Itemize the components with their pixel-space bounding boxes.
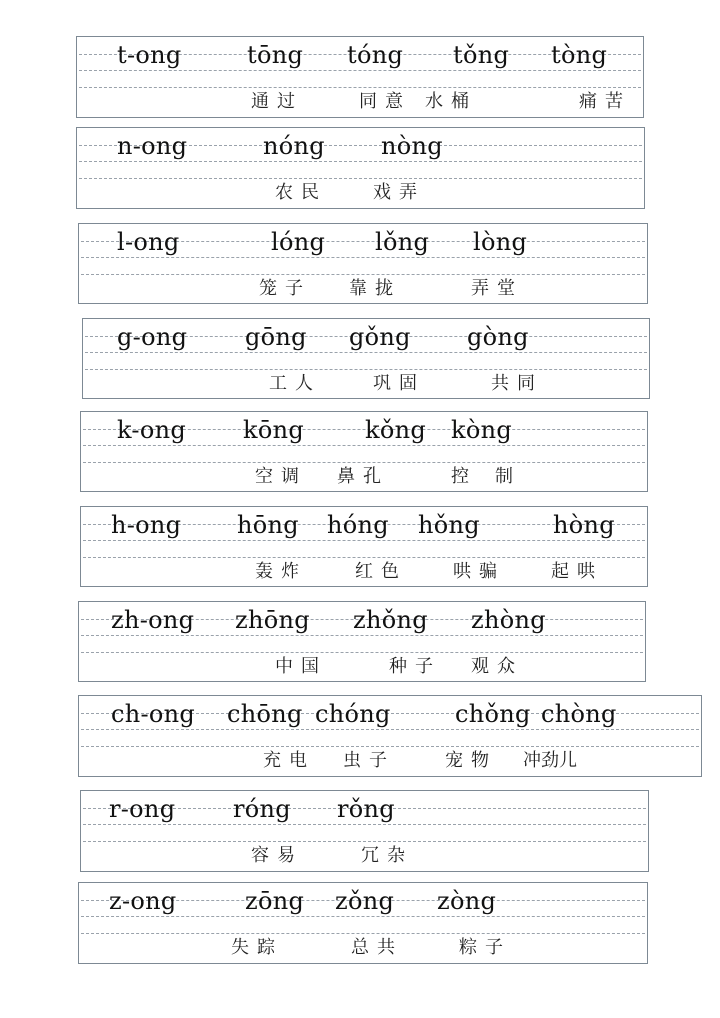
word-3: 宠物 xyxy=(445,750,497,771)
tone-3: zhǒng xyxy=(353,606,428,634)
word-2: 总共 xyxy=(351,937,403,958)
tone-2: hóng xyxy=(327,511,389,539)
word-3: 控制 xyxy=(451,466,539,487)
word-1: 空调 xyxy=(255,466,307,487)
guide-line xyxy=(81,746,699,747)
pinyin-card-ch-ong xyxy=(78,695,702,777)
word-3: 哄骗 xyxy=(453,561,505,582)
initial-label: zh-ong xyxy=(111,606,195,634)
word-2: 戏弄 xyxy=(373,182,425,203)
guide-line xyxy=(81,652,643,653)
tone-4: chòng xyxy=(541,700,617,728)
tone-1: zōng xyxy=(245,887,305,915)
pinyin-card-zh-ong xyxy=(78,601,646,682)
pinyin-card-z-ong xyxy=(78,882,648,964)
tone-1: kōng xyxy=(243,416,305,444)
word-1: 轰炸 xyxy=(255,561,307,582)
tone-4: zòng xyxy=(437,887,497,915)
tone-3: hǒng xyxy=(418,511,480,539)
tone-3: gǒng xyxy=(349,323,411,351)
tone-4: gòng xyxy=(467,323,529,351)
word-1: 充电 xyxy=(263,750,315,771)
word-1: 容易 xyxy=(251,845,303,866)
word-1: 工人 xyxy=(269,373,321,394)
word-3: 粽子 xyxy=(459,937,511,958)
initial-label: t-ong xyxy=(117,41,182,69)
pinyin-card-l-ong xyxy=(78,223,648,304)
word-4: 痛苦 xyxy=(579,91,631,112)
pinyin-card-g-ong xyxy=(82,318,650,399)
tone-4: nòng xyxy=(381,132,443,160)
pinyin-card-k-ong xyxy=(80,411,648,492)
tone-3: tǒng xyxy=(453,41,510,69)
word-3: 观众 xyxy=(471,656,523,677)
word-4: 起哄 xyxy=(551,561,603,582)
initial-label: z-ong xyxy=(109,887,177,915)
tone-2: nóng xyxy=(263,132,325,160)
tone-4: tòng xyxy=(551,41,608,69)
tone-1: hōng xyxy=(237,511,299,539)
initial-label: r-ong xyxy=(109,795,176,823)
word-2: 种子 xyxy=(389,656,441,677)
tone-2: chóng xyxy=(315,700,391,728)
word-2: 同意 xyxy=(359,91,411,112)
initial-label: l-ong xyxy=(117,228,180,256)
tone-1: zhōng xyxy=(235,606,310,634)
initial-label: g-ong xyxy=(117,323,188,351)
tone-3: lǒng xyxy=(375,228,430,256)
word-1: 通过 xyxy=(251,91,303,112)
guide-line xyxy=(83,841,646,842)
word-2: 红色 xyxy=(355,561,407,582)
word-3: 弄堂 xyxy=(471,278,523,299)
tone-3: kǒng xyxy=(365,416,427,444)
tone-4: lòng xyxy=(473,228,528,256)
word-2: 巩固 xyxy=(373,373,425,394)
pinyin-card-n-ong xyxy=(76,127,645,209)
tone-4: kòng xyxy=(451,416,513,444)
guide-line xyxy=(79,178,642,179)
guide-line xyxy=(85,369,647,370)
tone-3: zǒng xyxy=(335,887,395,915)
pinyin-card-t-ong xyxy=(76,36,644,118)
word-2: 虫子 xyxy=(343,750,395,771)
tone-2: tóng xyxy=(347,41,404,69)
word-2: 靠拢 xyxy=(349,278,401,299)
guide-line xyxy=(83,462,645,463)
tone-3: rǒng xyxy=(337,795,395,823)
tone-1: gōng xyxy=(245,323,307,351)
guide-line xyxy=(79,87,641,88)
word-2: 鼻孔 xyxy=(337,466,389,487)
guide-line xyxy=(81,274,645,275)
guide-line xyxy=(83,557,645,558)
guide-line xyxy=(81,933,645,934)
word-1: 笼子 xyxy=(259,278,311,299)
initial-label: h-ong xyxy=(111,511,182,539)
word-1: 农民 xyxy=(275,182,327,203)
tone-2: lóng xyxy=(271,228,326,256)
word-1: 中国 xyxy=(275,656,327,677)
initial-label: k-ong xyxy=(117,416,186,444)
tone-1: tōng xyxy=(247,41,304,69)
tone-4: zhòng xyxy=(471,606,546,634)
tone-4: hòng xyxy=(553,511,615,539)
pinyin-card-r-ong xyxy=(80,790,649,872)
initial-label: n-ong xyxy=(117,132,188,160)
tone-2: róng xyxy=(233,795,291,823)
word-3: 水桶 xyxy=(425,91,477,112)
pinyin-card-h-ong xyxy=(80,506,648,587)
word-4: 冲劲儿 xyxy=(523,750,577,771)
initial-label: ch-ong xyxy=(111,700,196,728)
word-1: 失踪 xyxy=(231,937,283,958)
word-2: 冗杂 xyxy=(361,845,413,866)
tone-3: chǒng xyxy=(455,700,531,728)
word-3: 共同 xyxy=(491,373,543,394)
tone-1: chōng xyxy=(227,700,303,728)
